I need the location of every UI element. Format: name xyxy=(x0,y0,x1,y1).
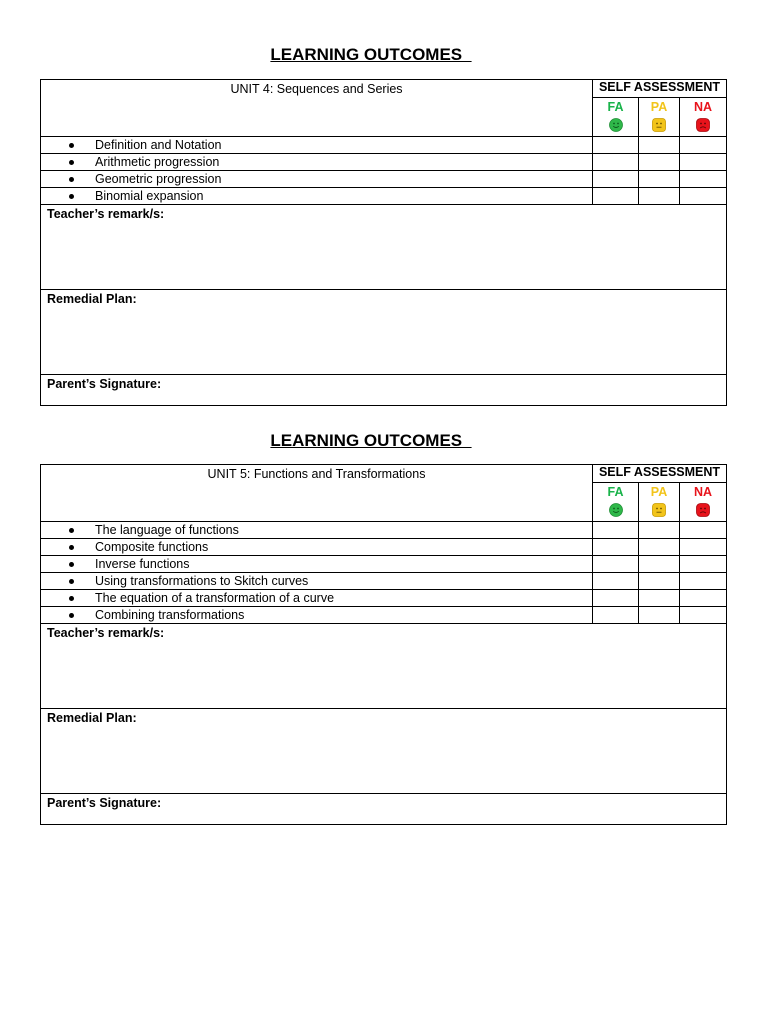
rating-na xyxy=(680,98,727,137)
table-row xyxy=(41,556,727,573)
pa-cell[interactable] xyxy=(639,607,680,624)
outcome-label: Arithmetic progression xyxy=(95,155,220,169)
self-assessment-header: SELF ASSESSMENT xyxy=(593,465,727,483)
na-cell[interactable] xyxy=(680,556,727,573)
na-cell[interactable] xyxy=(680,573,727,590)
unit-title: UNIT 4: Sequences and Series xyxy=(41,80,593,137)
outcome-label: The equation of a transformation of a curve xyxy=(95,591,335,605)
fa-cell[interactable] xyxy=(593,171,639,188)
outcome-label: Combining transformations xyxy=(95,608,245,622)
rating-pa xyxy=(639,483,680,522)
table-row xyxy=(41,522,727,539)
outcome-label: Binomial expansion xyxy=(95,189,204,203)
neutral-face-icon xyxy=(652,118,666,132)
pa-cell[interactable] xyxy=(639,539,680,556)
remedial-plan-box[interactable] xyxy=(41,290,727,375)
pa-cell[interactable] xyxy=(639,556,680,573)
rating-na-label: NA xyxy=(693,485,713,499)
pa-cell[interactable] xyxy=(639,137,680,154)
pa-cell[interactable] xyxy=(639,188,680,205)
na-cell[interactable] xyxy=(680,522,727,539)
fa-cell[interactable] xyxy=(593,522,639,539)
rating-na xyxy=(680,483,727,522)
table-row xyxy=(41,573,727,590)
outcome-label: Using transformations to Skitch curves xyxy=(95,574,309,588)
pa-cell[interactable] xyxy=(639,171,680,188)
unit-title: UNIT 5: Functions and Transformations xyxy=(41,465,593,522)
outcome-label: Geometric progression xyxy=(95,172,222,186)
remedial-plan-box[interactable] xyxy=(41,709,727,794)
pa-cell[interactable] xyxy=(639,522,680,539)
rating-na-label: NA xyxy=(693,100,713,114)
section-heading: LEARNING OUTCOMES xyxy=(270,431,472,450)
teacher-remark-box[interactable] xyxy=(41,205,727,290)
rating-fa xyxy=(593,483,639,522)
outcome-label: Composite functions xyxy=(95,540,209,554)
rating-fa-label: FA xyxy=(607,100,624,114)
na-cell[interactable] xyxy=(680,188,727,205)
na-cell[interactable] xyxy=(680,590,727,607)
teacher-remark-box[interactable] xyxy=(41,624,727,709)
self-assessment-header: SELF ASSESSMENT xyxy=(593,80,727,98)
na-cell[interactable] xyxy=(680,607,727,624)
fa-cell[interactable] xyxy=(593,573,639,590)
learning-outcomes-table-unit-4 xyxy=(40,79,727,406)
parent-signature-box[interactable] xyxy=(41,375,727,406)
na-cell[interactable] xyxy=(680,171,727,188)
remedial-plan-label: Remedial Plan: xyxy=(47,292,137,306)
rating-pa xyxy=(639,98,680,137)
pa-cell[interactable] xyxy=(639,154,680,171)
pa-cell[interactable] xyxy=(639,590,680,607)
table-row xyxy=(41,590,727,607)
pa-cell[interactable] xyxy=(639,573,680,590)
table-row xyxy=(41,607,727,624)
teacher-remark-label: Teacher’s remark/s: xyxy=(47,207,165,221)
fa-cell[interactable] xyxy=(593,137,639,154)
table-row xyxy=(41,137,727,154)
table-row xyxy=(41,171,727,188)
fa-cell[interactable] xyxy=(593,154,639,171)
sad-face-icon xyxy=(696,118,710,132)
parent-signature-box[interactable] xyxy=(41,794,727,825)
fa-cell[interactable] xyxy=(593,556,639,573)
smiley-face-icon xyxy=(609,118,623,132)
fa-cell[interactable] xyxy=(593,590,639,607)
rating-fa xyxy=(593,98,639,137)
section-heading: LEARNING OUTCOMES xyxy=(270,45,472,64)
na-cell[interactable] xyxy=(680,137,727,154)
table-row xyxy=(41,188,727,205)
learning-outcomes-table-unit-5 xyxy=(40,464,727,825)
table-row xyxy=(41,539,727,556)
fa-cell[interactable] xyxy=(593,539,639,556)
rating-pa-label: PA xyxy=(650,485,668,499)
rating-pa-label: PA xyxy=(650,100,668,114)
sad-face-icon xyxy=(696,503,710,517)
fa-cell[interactable] xyxy=(593,188,639,205)
outcome-label: The language of functions xyxy=(95,523,239,537)
remedial-plan-label: Remedial Plan: xyxy=(47,711,137,725)
teacher-remark-label: Teacher’s remark/s: xyxy=(47,626,165,640)
fa-cell[interactable] xyxy=(593,607,639,624)
rating-fa-label: FA xyxy=(607,485,624,499)
parent-signature-label: Parent’s Signature: xyxy=(47,377,162,391)
outcome-label: Definition and Notation xyxy=(95,138,222,152)
outcome-label: Inverse functions xyxy=(95,557,190,571)
parent-signature-label: Parent’s Signature: xyxy=(47,796,162,810)
table-row xyxy=(41,154,727,171)
na-cell[interactable] xyxy=(680,154,727,171)
neutral-face-icon xyxy=(652,503,666,517)
na-cell[interactable] xyxy=(680,539,727,556)
smiley-face-icon xyxy=(609,503,623,517)
